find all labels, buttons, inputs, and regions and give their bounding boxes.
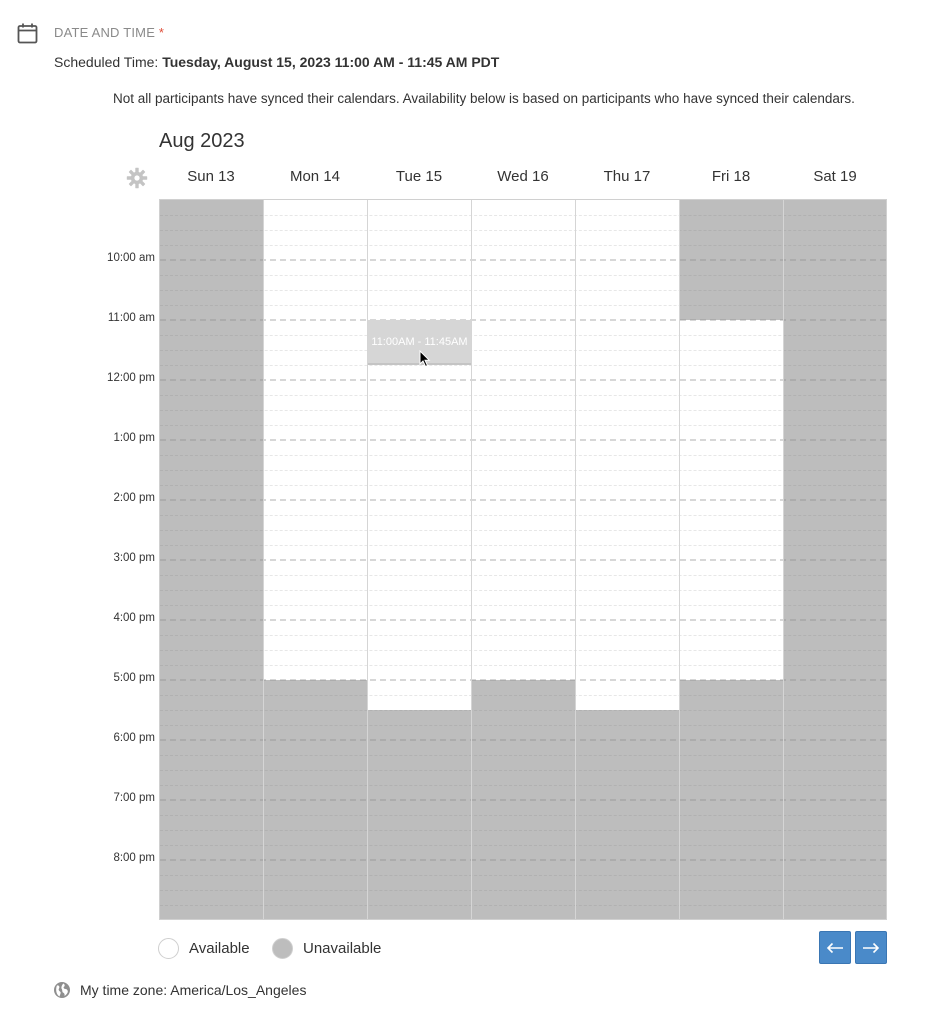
column-divider <box>367 200 368 919</box>
scheduled-time-value: Tuesday, August 15, 2023 11:00 AM - 11:45 AM PDT <box>162 54 500 70</box>
time-label: 2:00 pm <box>113 492 155 504</box>
arrow-right-icon <box>862 942 880 954</box>
month-title: Aug 2023 <box>159 130 245 152</box>
grid-line <box>160 410 886 411</box>
grid-line <box>160 590 886 591</box>
scheduled-time-label: Scheduled Time: <box>54 54 159 70</box>
grid-line <box>160 470 886 471</box>
grid-line <box>160 350 886 351</box>
grid-line <box>160 485 886 486</box>
column-divider <box>679 200 680 919</box>
scheduled-time <box>54 54 499 70</box>
grid-line <box>160 395 886 396</box>
legend-unavailable <box>272 936 381 960</box>
grid-line <box>160 695 886 696</box>
time-label: 11:00 am <box>107 312 155 324</box>
grid-line <box>160 455 886 456</box>
timezone-label: My time zone: America/Los_Angeles <box>80 982 307 998</box>
day-header-tue: Tue 15 <box>395 168 443 185</box>
section-title-text: DATE AND TIME <box>54 25 156 40</box>
gear-icon[interactable] <box>126 167 148 189</box>
grid-line <box>160 845 886 846</box>
next-week-button[interactable] <box>855 931 887 964</box>
grid-line <box>160 305 886 306</box>
time-label: 1:00 pm <box>113 432 155 444</box>
day-header-wed: Wed 16 <box>497 168 549 185</box>
grid-line <box>160 365 886 366</box>
grid-line <box>160 335 886 336</box>
time-label: 3:00 pm <box>113 552 155 564</box>
hour-line <box>160 259 886 261</box>
grid-line <box>160 875 886 876</box>
time-label: 10:00 am <box>107 252 155 264</box>
unavailable-swatch <box>272 938 293 959</box>
grid-line <box>160 665 886 666</box>
required-marker: * <box>158 25 165 40</box>
time-label: 8:00 pm <box>113 852 155 864</box>
grid-line <box>160 515 886 516</box>
hour-line <box>160 619 886 621</box>
previous-week-button[interactable] <box>819 931 851 964</box>
grid-line <box>160 230 886 231</box>
grid-line <box>160 290 886 291</box>
column-divider <box>575 200 576 919</box>
grid-line <box>160 605 886 606</box>
grid-line <box>160 575 886 576</box>
globe-icon <box>53 981 71 999</box>
grid-line <box>160 755 886 756</box>
legend-available-label: Available <box>189 939 250 957</box>
time-label: 6:00 pm <box>113 732 155 744</box>
grid-line <box>160 530 886 531</box>
day-header-fri: Fri 18 <box>711 168 751 185</box>
grid-line <box>160 245 886 246</box>
grid-line <box>160 785 886 786</box>
hour-line <box>160 679 886 681</box>
timezone-row <box>53 981 306 999</box>
hour-line <box>160 739 886 741</box>
hour-line <box>160 499 886 501</box>
day-header-mon: Mon 14 <box>289 168 341 185</box>
hour-line <box>160 319 886 321</box>
arrow-left-icon <box>826 942 844 954</box>
grid-line <box>160 650 886 651</box>
hour-line <box>160 379 886 381</box>
grid-line <box>160 710 886 711</box>
sync-note: Not all participants have synced their calendars. Availability below is based on participants who have synced their calendars. <box>113 91 855 106</box>
hour-line <box>160 799 886 801</box>
hour-line <box>160 859 886 861</box>
column-divider <box>783 200 784 919</box>
column-divider <box>263 200 264 919</box>
available-swatch <box>158 938 179 959</box>
grid-line <box>160 770 886 771</box>
legend-available <box>158 936 250 960</box>
grid-line <box>160 815 886 816</box>
grid-line <box>160 725 886 726</box>
grid-line <box>160 905 886 906</box>
time-label: 4:00 pm <box>113 612 155 624</box>
column-divider <box>471 200 472 919</box>
scheduled-event[interactable]: 11:00AM - 11:45AM <box>368 320 471 365</box>
grid-line <box>160 635 886 636</box>
grid-line <box>160 545 886 546</box>
calendar-icon <box>17 23 38 44</box>
grid-line <box>160 425 886 426</box>
day-header-sat: Sat 19 <box>813 168 857 185</box>
grid-line <box>160 830 886 831</box>
time-label: 7:00 pm <box>113 792 155 804</box>
time-label: 12:00 pm <box>107 372 155 384</box>
legend-unavailable-label: Unavailable <box>303 939 382 957</box>
time-label: 5:00 pm <box>113 672 155 684</box>
day-header-thu: Thu 17 <box>603 168 651 185</box>
grid-line <box>160 215 886 216</box>
grid-line <box>160 890 886 891</box>
section-title <box>54 25 164 40</box>
calendar-grid[interactable] <box>159 199 887 920</box>
hour-line <box>160 439 886 441</box>
hour-line <box>160 559 886 561</box>
grid-line <box>160 275 886 276</box>
day-header-sun: Sun 13 <box>187 168 235 185</box>
